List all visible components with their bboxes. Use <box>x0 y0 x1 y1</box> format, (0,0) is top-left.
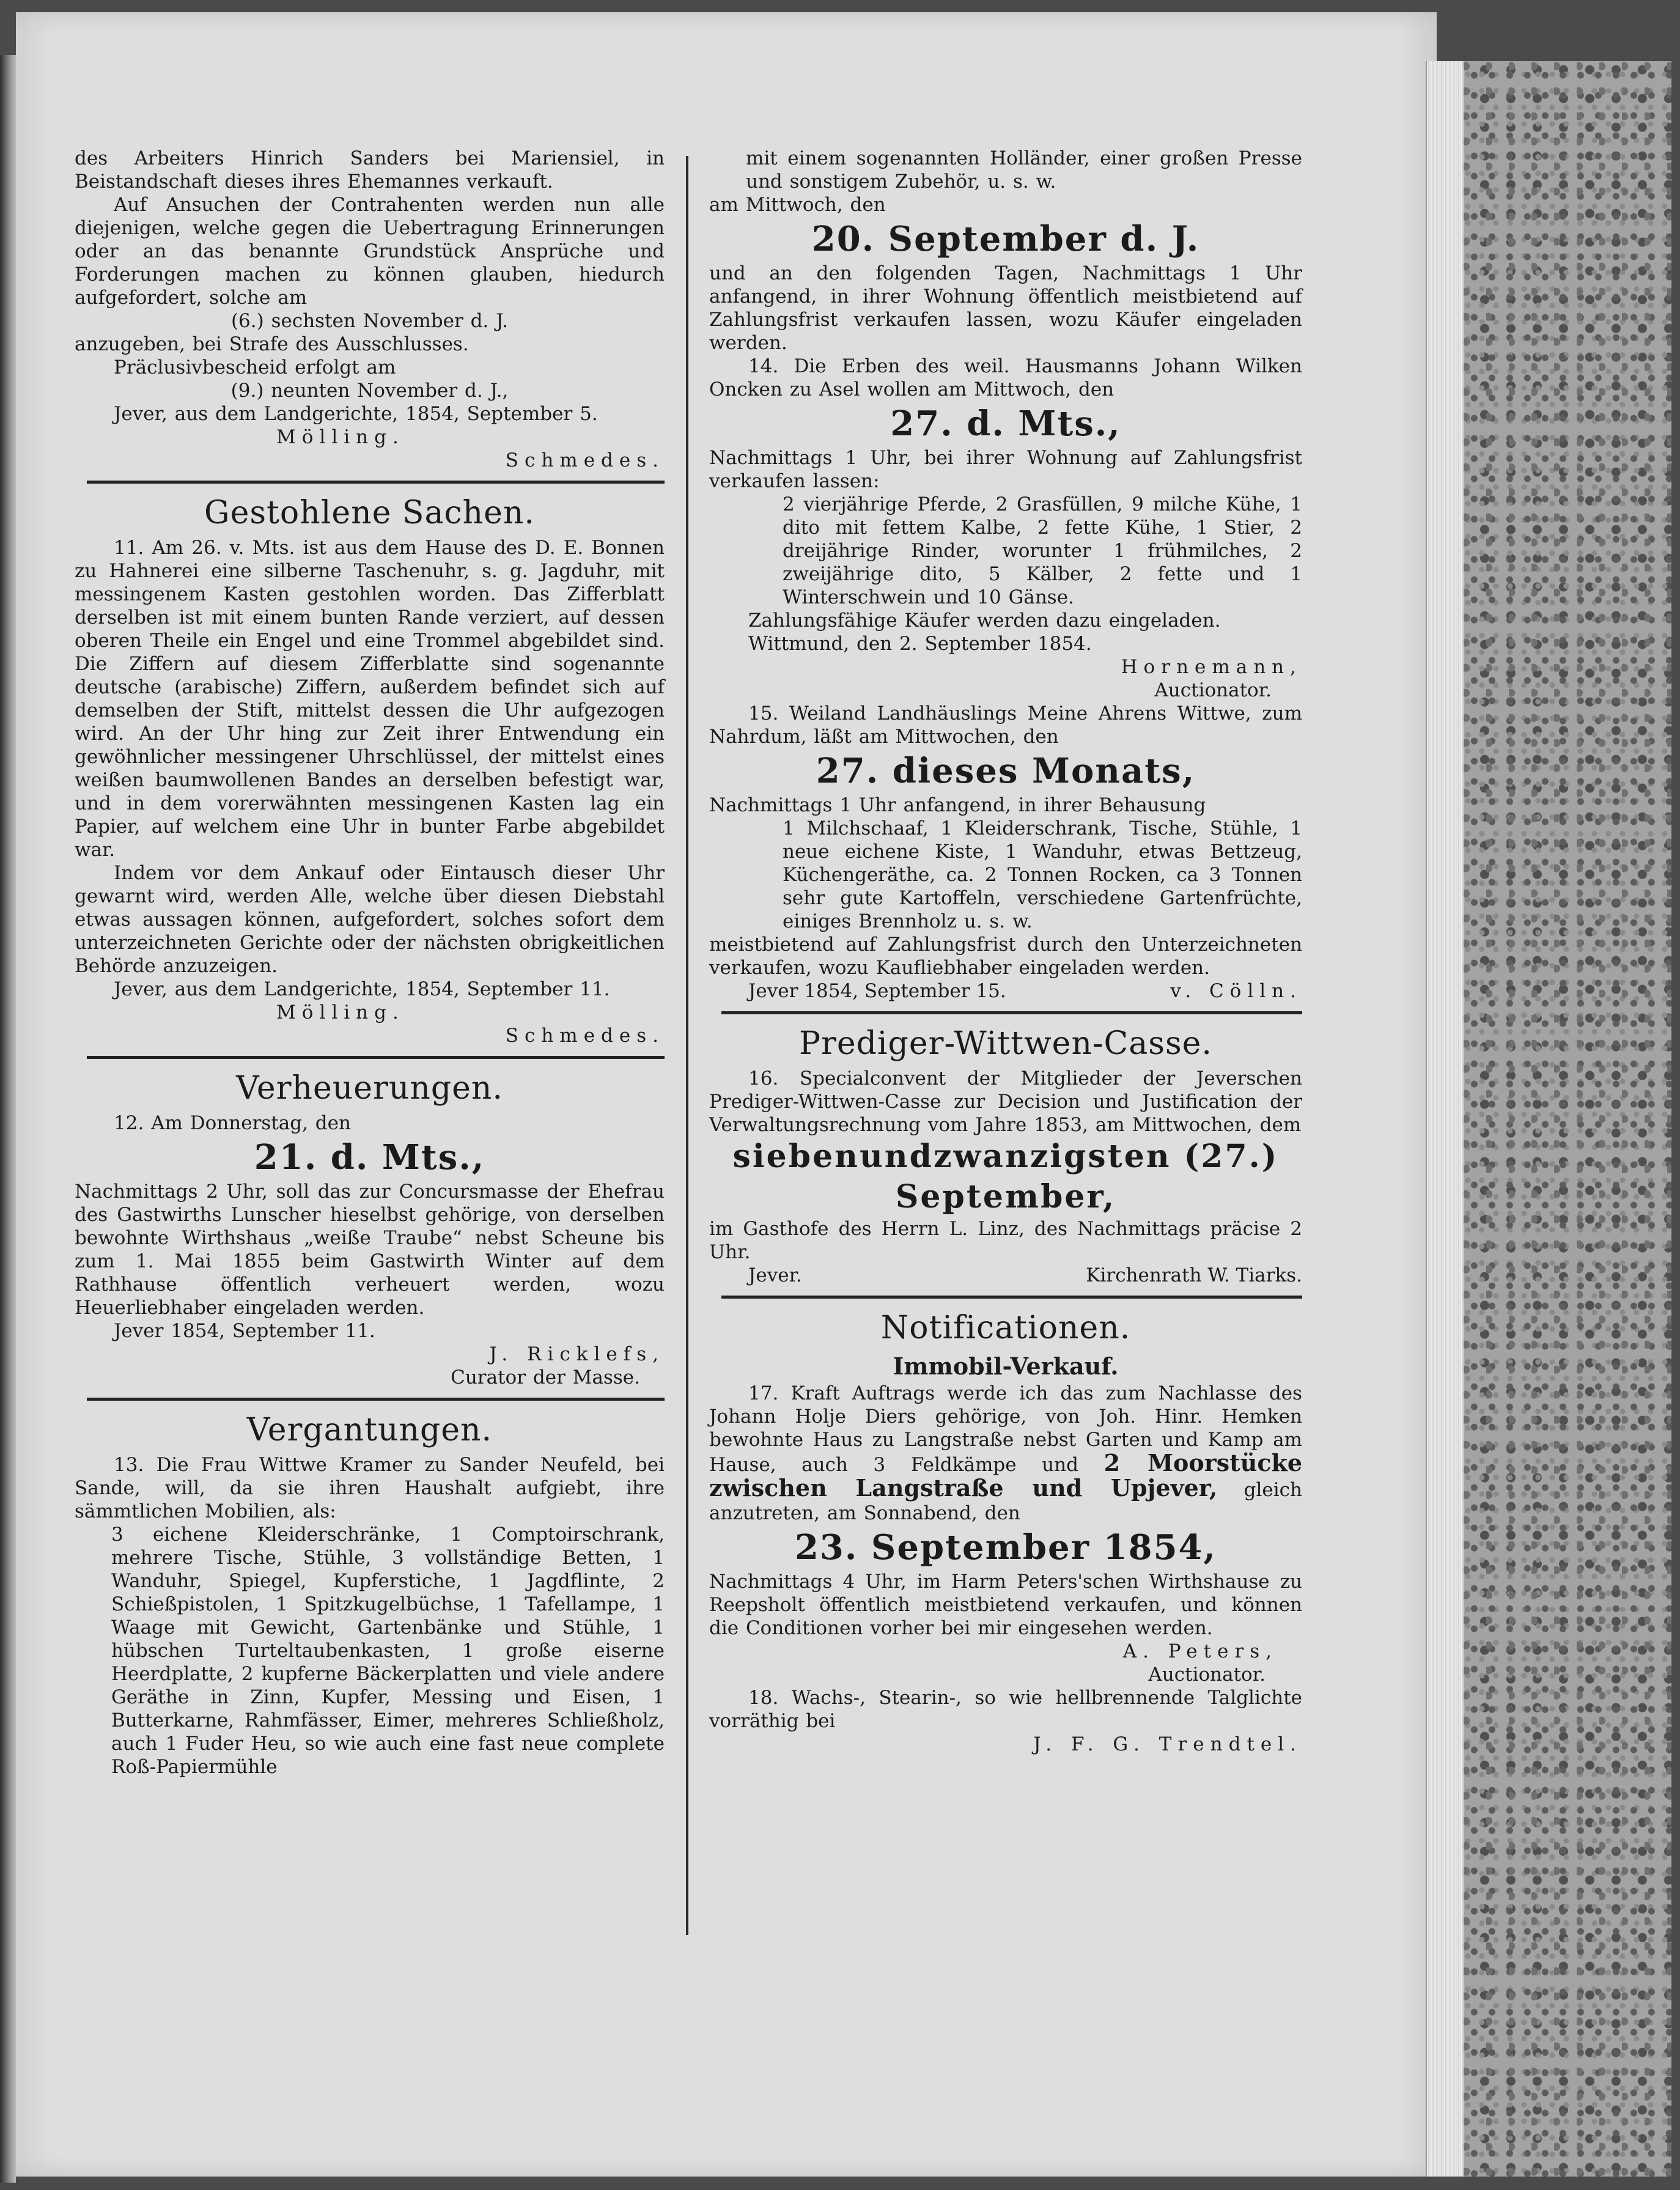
notice-16-signature: Kirchenrath W. Tiarks. <box>1086 1264 1302 1286</box>
notice-15-list: 1 Milchschaaf, 1 Kleiderschrank, Tische, Stühle, 1 neue eichene Kiste, 1 Wanduhr, etwas Bettzeug, Küchengeräthe, ca. 2 Tonnen Rocken, ca 3 Tonnen sehr gute Kartoffeln, verschiedene Gartenfrüchte, einiges Brennholz u. s. w. <box>783 817 1302 932</box>
section-rule <box>721 1296 1302 1299</box>
notice-14-invite: Zahlungsfähige Käufer werden dazu eingeladen. <box>748 610 1221 632</box>
notice-16-para-2: im Gasthofe des Herrn L. Linz, des Nachmittags präcise 2 Uhr. <box>709 1218 1302 1263</box>
notice-14-date: 27. d. Mts., <box>890 404 1121 444</box>
notice-12-para: Nachmittags 2 Uhr, soll das zur Concursmasse der Ehefrau des Gastwirths Lunscher hieselbst gehörige, von derselben bewohnte Wirthshaus „weiße Traube“ nebst Scheune bis zum 1. Mai 1855 beim Gastwirth Winter auf dem Rathhause öffentlich verheuert werden, wozu Heuerliebhaber eingeladen werden. <box>75 1181 665 1319</box>
notice-13-date: 20. September d. J. <box>811 219 1200 259</box>
notice-15-footer <box>709 979 1302 1003</box>
section-rule <box>87 1056 665 1059</box>
column-divider <box>686 156 688 1935</box>
notice-12-place: Jever 1854, September 11. <box>114 1320 375 1342</box>
notice-16-footer <box>709 1264 1302 1287</box>
left-column <box>75 147 665 1779</box>
notice-13-line: am Mittwoch, den <box>709 194 886 216</box>
notice-12-intro: 12. Am Donnerstag, den <box>114 1112 351 1134</box>
page-edges <box>1426 61 1465 2177</box>
notice-17-signature-1: A. Peters, <box>1122 1640 1278 1662</box>
notice-11-signature-2: Schmedes. <box>505 1025 665 1047</box>
notice-14-signature-1: Hornemann, <box>1121 656 1302 678</box>
notice-13-para: 13. Die Frau Wittwe Kramer zu Sander Neufeld, bei Sande, will, da sie ihren Haushalt aufgiebt, ihre sämmtlichen Mobilien, als: <box>75 1454 665 1522</box>
notice-17-parcels: 2 Moorstücke zwischen Langstraße und Upjever, <box>709 1449 1302 1502</box>
notice-17-subheading: Immobil-Verkauf. <box>893 1352 1119 1380</box>
notice-17-para-2: Nachmittags 4 Uhr, im Harm Peters'schen Wirthshause zu Reepsholt öffentlich meistbietend verkaufen, und können die Conditionen vorher bei mir eingesehen werden. <box>709 1571 1302 1639</box>
section-heading-widow-fund: Prediger-Wittwen-Casse. <box>799 1025 1212 1062</box>
notice-1-line-2: Präclusivbescheid erfolgt am <box>114 356 396 378</box>
book-spine-edge <box>0 55 16 2183</box>
section-rule <box>721 1011 1302 1014</box>
notice-1-date-1: (6.) sechsten November d. J. <box>230 310 509 332</box>
notice-1-date-2: (9.) neunten November d. J., <box>230 380 509 402</box>
notice-1-para-1: des Arbeiters Hinrich Sanders bei Mariensiel, in Beistandschaft dieses ihres Ehemannes verkauft. <box>75 147 665 193</box>
notice-17-para-b: gleich anzutreten, am Sonnabend, den <box>709 1479 1302 1524</box>
notice-1-signature-2: Schmedes. <box>505 449 665 471</box>
notice-12-date: 21. d. Mts., <box>254 1137 485 1178</box>
notice-15-place: Jever 1854, September 15. <box>748 980 1006 1002</box>
notice-11-place: Jever, aus dem Landgerichte, 1854, September 11. <box>114 978 610 1000</box>
notice-11-para-1: 11. Am 26. v. Mts. ist aus dem Hause des D. E. Bonnen zu Hahnerei eine silberne Taschenuhr, s. g. Jagduhr, mit messingenem Kasten gestohlen worden. Das Zifferblatt derselben ist mit einem bunten Rande verziert, auf dessen oberen Theile ein Engel und eine Trommel abgebildet sind. Die Ziffern auf diesem Zifferblatte sind sogenannte deutsche (arabische) Ziffern, außerdem befindet sich auf demselben der Stift, mittelst dessen die Uhr aufgezogen wird. An der Uhr hing zur Zeit ihrer Entwendung ein gewöhnlicher messingener Uhrschlüssel, der mittelst eines weißen baumwollenen Bandes an derselben befestigt war, und in dem vorerwähnten messingenen Kasten lag ein Papier, auf welchem eine Uhr in bunter Farbe abgebildet war. <box>75 537 665 861</box>
notice-15-para: Nachmittags 1 Uhr anfangend, in ihrer Behausung <box>709 794 1206 816</box>
notice-12-signature-1: J. Ricklefs, <box>489 1343 665 1365</box>
notice-12-signature-2: Curator der Masse. <box>451 1366 640 1388</box>
notice-15-intro: 15. Weiland Landhäuslings Meine Ahrens Wittwe, zum Nahrdum, läßt am Mittwochen, den <box>709 702 1302 748</box>
section-rule <box>87 481 665 484</box>
section-heading-notifications: Notificationen. <box>880 1310 1131 1346</box>
section-rule <box>87 1398 665 1401</box>
notice-14-place: Wittmund, den 2. September 1854. <box>748 633 1092 655</box>
notice-16-place: Jever. <box>748 1264 802 1286</box>
notice-1-line-1: anzugeben, bei Strafe des Ausschlusses. <box>75 333 469 355</box>
notice-14-para: Nachmittags 1 Uhr, bei ihrer Wohnung auf Zahlungsfrist verkaufen lassen: <box>709 447 1302 492</box>
right-column <box>709 147 1302 1756</box>
notice-15-date: 27. dieses Monats, <box>816 751 1196 791</box>
notice-15-para-2: meistbietend auf Zahlungsfrist durch den Unterzeichneten verkaufen, wozu Kaufliebhaber eingeladen werden. <box>709 934 1302 979</box>
notice-1-para-2: Auf Ansuchen der Contrahenten werden nun alle diejenigen, welche gegen die Uebertragung Erinnerungen oder an das benannte Grundstück Ansprüche und Forderungen machen zu können glauben, hiedurch aufgefordert, solche am <box>75 194 665 309</box>
notice-17-signature-2: Auctionator. <box>1148 1664 1266 1686</box>
section-heading-stolen: Gestohlene Sachen. <box>204 495 535 531</box>
notice-15-signature: v. Cölln. <box>1170 980 1302 1002</box>
notice-17-para <box>709 1382 1302 1525</box>
notice-11-signature-1: Mölling. <box>276 1001 405 1023</box>
notice-11-para-2: Indem vor dem Ankauf oder Eintausch dieser Uhr gewarnt wird, werden Alle, welche über diesen Diebstahl etwas aussagen können, aufgefordert, solches sofort dem unterzeichneten Gerichte oder der nächsten obrigkeitlichen Behörde anzuzeigen. <box>75 862 665 977</box>
notice-13-list-cont: mit einem sogenannten Holländer, einer großen Presse und sonstigem Zubehör, u. s. w. <box>746 147 1302 193</box>
notice-18-signature: J. F. G. Trendtel. <box>1033 1733 1302 1755</box>
notice-14-signature-2: Auctionator. <box>1154 679 1272 701</box>
section-heading-rent: Verheuerungen. <box>236 1070 503 1107</box>
notice-13-list: 3 eichene Kleiderschränke, 1 Comptoirschrank, mehrere Tische, Stühle, 3 vollständige Betten, 1 Wanduhr, Spiegel, Kupferstiche, 1 Jagdflinte, 2 Schießpistolen, 1 Spitzkugelbüchse, 1 Tafellampe, 1 Waage mit Gewicht, Gartenbänke und Stühle, 1 hübschen Turteltaubenkasten, 1 große eiserne Heerdplatte, 2 kupferne Bäckerplatten und viele andere Geräthe in Zinn, Kupfer, Messing und Eisen, 1 Butterkarne, Rahmfässer, Eimer, mehreres Schließholz, auch 1 Fuder Heu, so wie auch eine fast neue complete Roß-Papiermühle <box>111 1524 665 1778</box>
section-heading-auction: Vergantungen. <box>246 1412 493 1448</box>
notice-13-para: und an den folgenden Tagen, Nachmittags 1 Uhr anfangend, in ihrer Wohnung öffentlich meistbietend auf Zahlungsfrist verkaufen lassen, wozu Käufer eingeladen werden. <box>709 262 1302 354</box>
notice-17-para-text: 17. Kraft Auftrags werde ich das zum Nachlasse des Johann Holje Diers gehörige, von Joh. Hinr. Hemken bewohnte Haus zu Langstraße nebst Garten und Kamp am Hause, auch 3 Feldkämpe und <box>709 1382 1302 1476</box>
notice-16-date: siebenundzwanzigsten (27.) September, <box>732 1138 1279 1215</box>
notice-16-para: 16. Specialconvent der Mitglieder der Jeverschen Prediger-Wittwen-Casse zur Decision und Justification der Verwaltungsrechnung vom Jahre 1853, am Mittwochen, dem <box>709 1067 1302 1136</box>
notice-18-para: 18. Wachs-, Stearin-, so wie hellbrennende Talglichte vorräthig bei <box>709 1687 1302 1732</box>
notice-14-intro: 14. Die Erben des weil. Hausmanns Johann Wilken Oncken zu Asel wollen am Mittwoch, den <box>709 355 1302 400</box>
marbled-cover <box>1464 61 1671 2177</box>
notice-1-place: Jever, aus dem Landgerichte, 1854, September 5. <box>114 403 598 425</box>
notice-17-date: 23. September 1854, <box>794 1527 1217 1568</box>
notice-1-signature-1: Mölling. <box>276 426 405 448</box>
notice-14-list: 2 vierjährige Pferde, 2 Grasfüllen, 9 milche Kühe, 1 dito mit fettem Kalbe, 2 fette Kühe, 1 Stier, 2 dreijährige Rinder, worunter 1 frühmilches, 2 zweijährige dito, 5 Kälber, 2 fette und 1 Winterschwein und 10 Gänse. <box>783 493 1302 608</box>
